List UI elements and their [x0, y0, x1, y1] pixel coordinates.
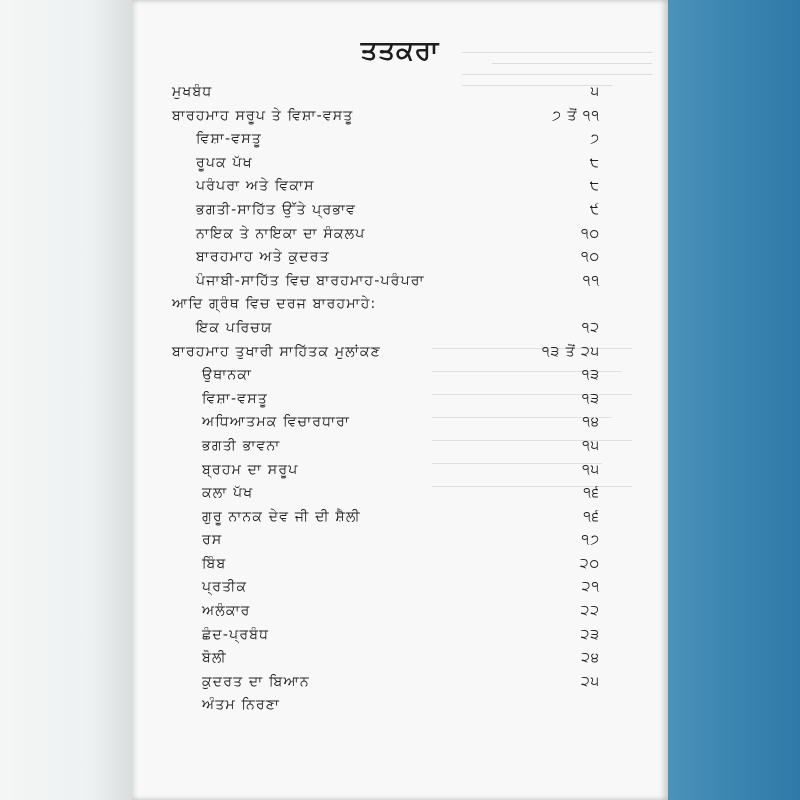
- toc-entry-title: ਛੰਦ-ਪ੍ਰਬੰਧ: [202, 626, 270, 643]
- toc-entry: [132, 391, 668, 415]
- toc-entry: [132, 532, 668, 556]
- toc-entry-title: ਪੰਜਾਬੀ-ਸਾਹਿੱਤ ਵਿਚ ਬਾਰਹਮਾਹ-ਪਰੰਪਰਾ: [196, 272, 425, 289]
- toc-entry-title: ਵਿਸ਼ਾ-ਵਸਤੂ: [202, 390, 268, 407]
- toc-entry-title: ਉਥਾਨਕਾ: [202, 367, 253, 384]
- toc-entry-page-number: ੧੬: [583, 485, 600, 502]
- toc-entry: [132, 438, 668, 462]
- toc-entry-title: ਆਦਿ ਗ੍ਰੰਥ ਵਿਚ ਦਰਜ ਬਾਰਹਮਾਹੇ:: [172, 296, 377, 313]
- toc-entry-title: ਬਿੰਬ: [202, 555, 227, 572]
- toc-entry-page-number: ੨੪: [581, 650, 600, 667]
- background-blue-cover: [668, 0, 800, 800]
- toc-entry: [132, 509, 668, 533]
- toc-entry-title: ਅਲੰਕਾਰ: [202, 603, 251, 620]
- toc-entry: [132, 674, 668, 698]
- toc-entry: [132, 485, 668, 509]
- toc-entry: [132, 178, 668, 202]
- toc-entry-page-number: ੨੨: [580, 603, 600, 620]
- toc-entry: [132, 462, 668, 486]
- toc-entry-title: ਮੁਖਬੰਧ: [172, 84, 213, 100]
- toc-entry-page-number: ੨੩: [580, 626, 600, 643]
- book-page: [132, 0, 668, 800]
- toc-entry-page-number: ੧੭: [581, 532, 600, 549]
- toc-entry-page-number: ੧੦: [580, 225, 600, 242]
- toc-entry: [132, 367, 668, 391]
- toc-entry-title: ਅਧਿਆਤਮਕ ਵਿਚਾਰਧਾਰਾ: [202, 414, 351, 431]
- toc-entry-page-number: ੮: [589, 154, 600, 171]
- toc-entry-title: ਭਗਤੀ ਭਾਵਨਾ: [202, 437, 281, 454]
- table-of-contents: [132, 84, 668, 721]
- toc-entry-page-number: ੨੧: [581, 579, 600, 596]
- toc-entry-title: ਬੋਲੀ: [202, 650, 227, 667]
- toc-entry-page-number: ੭: [589, 131, 600, 148]
- toc-entry-page-number: ੧੦: [580, 249, 600, 266]
- toc-entry-page-number: ੯: [589, 201, 600, 218]
- toc-entry-page-number: ੧੩: [581, 367, 600, 384]
- toc-entry: [132, 155, 668, 179]
- toc-entry-title: ਬ੍ਰਹਮ ਦਾ ਸਰੂਪ: [202, 461, 299, 478]
- toc-entry-title: ਅੰਤਮ ਨਿਰਣਾ: [202, 697, 281, 714]
- toc-entry-page-number: ੮: [589, 178, 600, 195]
- toc-entry-title: ਗੁਰੂ ਨਾਨਕ ਦੇਵ ਜੀ ਦੀ ਸ਼ੈਲੀ: [202, 508, 361, 525]
- toc-entry-page-number: ੧੩ ਤੋਂ ੨੫: [541, 343, 600, 360]
- toc-entry: [132, 697, 668, 721]
- toc-entry-title: ਇਕ ਪਰਿਚਯ: [196, 319, 273, 336]
- toc-entry-title: ਨਾਇਕ ਤੇ ਨਾਇਕਾ ਦਾ ਸੰਕਲਪ: [196, 225, 366, 242]
- background-left: [0, 0, 132, 800]
- toc-entry-title: ਕੁਦਰਤ ਦਾ ਬਿਆਨ: [202, 673, 310, 690]
- toc-entry: [132, 226, 668, 250]
- toc-entry-page-number: ੫: [590, 84, 600, 100]
- toc-entry: [132, 273, 668, 297]
- toc-entry-title: ਕਲਾ ਪੱਖ: [202, 485, 254, 502]
- toc-entry-page-number: ੧੨: [581, 319, 600, 336]
- toc-entry: [132, 579, 668, 603]
- toc-entry: [132, 131, 668, 155]
- toc-entry-page-number: ੧੩: [581, 390, 600, 407]
- toc-entry-title: ਬਾਰਹਮਾਹ ਤੁਖਾਰੀ ਸਾਹਿੱਤਕ ਮੁਲਾਂਕਣ: [172, 343, 381, 360]
- toc-entry: [132, 627, 668, 651]
- toc-entry: [132, 556, 668, 580]
- toc-entry-title: ਵਿਸ਼ਾ-ਵਸਤੂ: [196, 131, 262, 148]
- toc-entry: [132, 650, 668, 674]
- toc-entry-title: ਰਸ: [202, 532, 223, 549]
- page-title: ਤਤਕਰਾ: [360, 36, 440, 66]
- toc-entry-page-number: ੨੫: [581, 673, 600, 690]
- toc-entry-page-number: ੧੫: [582, 461, 600, 478]
- toc-entry-page-number: ੧੪: [582, 414, 600, 431]
- toc-entry-title: ਭਗਤੀ-ਸਾਹਿੱਤ ਉੱਤੇ ਪ੍ਰਭਾਵ: [196, 201, 357, 218]
- toc-entry: [132, 108, 668, 132]
- toc-entry-page-number: ੨੦: [579, 555, 600, 572]
- toc-entry-title: ਪ੍ਰਤੀਕ: [202, 579, 248, 596]
- toc-entry: [132, 603, 668, 627]
- toc-entry-title: ਬਾਰਹਮਾਹ ਸਰੂਪ ਤੇ ਵਿਸ਼ਾ-ਵਸਤੂ: [172, 107, 354, 124]
- toc-entry-title: ਬਾਰਹਮਾਹ ਅਤੇ ਕੁਦਰਤ: [196, 249, 330, 266]
- toc-entry: [132, 296, 668, 320]
- toc-entry: [132, 202, 668, 226]
- toc-entry-page-number: ੧੫: [582, 437, 600, 454]
- toc-entry-page-number: ੧੧: [582, 272, 600, 289]
- toc-entry: [132, 414, 668, 438]
- toc-entry-page-number: ੧੬: [583, 508, 600, 525]
- toc-entry-title: ਰੂਪਕ ਪੱਖ: [196, 154, 253, 171]
- toc-entry-title: ਪਰੰਪਰਾ ਅਤੇ ਵਿਕਾਸ: [196, 178, 315, 195]
- toc-entry-page-number: ੭ ਤੋਂ ੧੧: [551, 107, 600, 124]
- toc-entry: [132, 320, 668, 344]
- toc-entry: [132, 84, 668, 108]
- toc-entry: [132, 344, 668, 368]
- toc-entry: [132, 249, 668, 273]
